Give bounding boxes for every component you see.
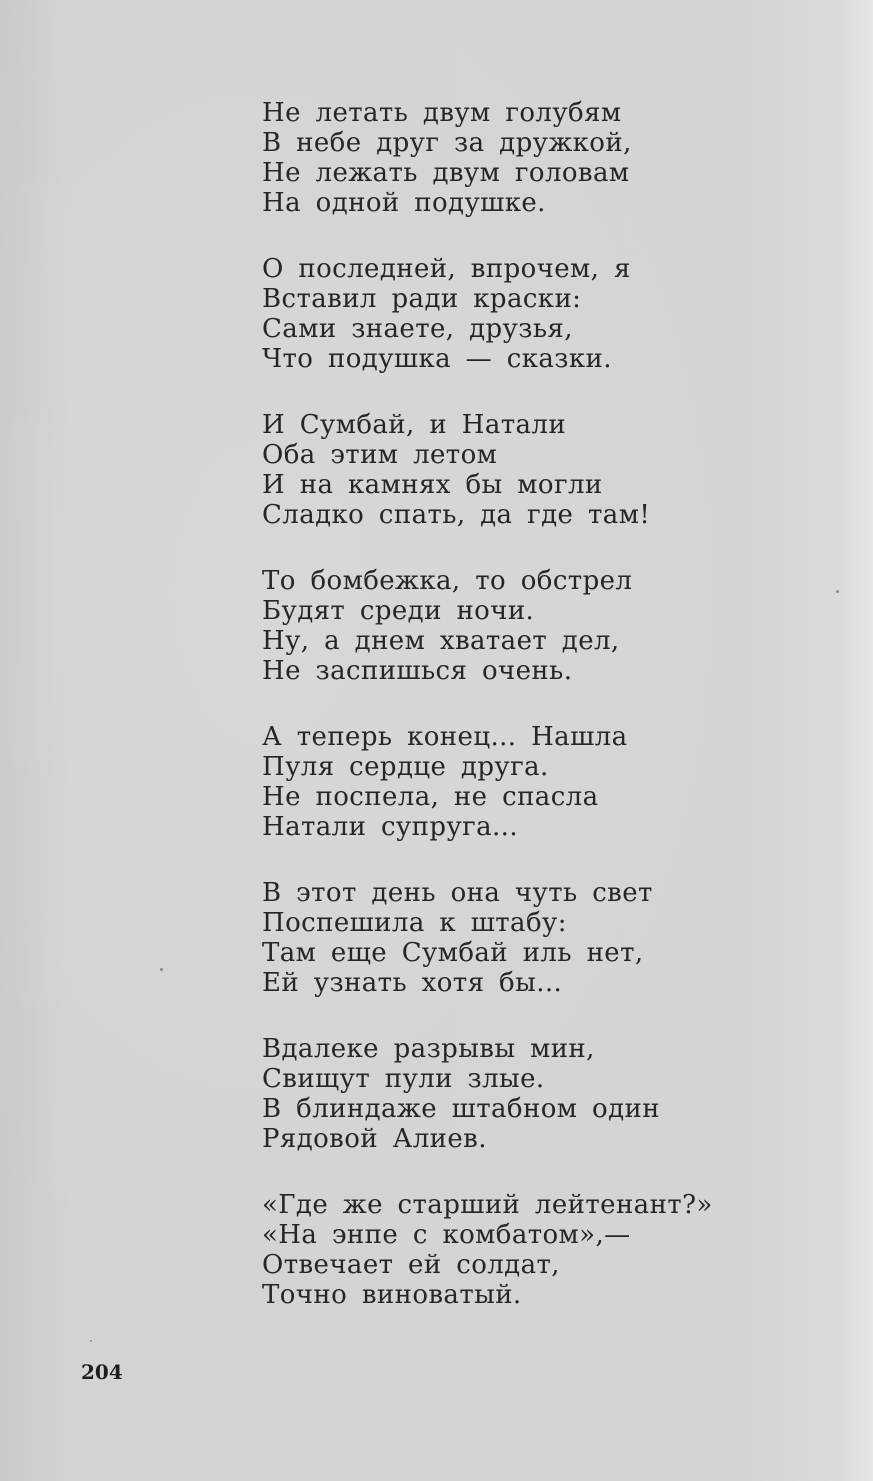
poem-line: То бомбежка, то обстрел (262, 566, 633, 596)
stanza-7 (262, 1034, 682, 1154)
poem-line: И на камнях бы могли (262, 470, 603, 500)
poem-line: О последней, впрочем, я (262, 254, 631, 284)
poem-line: Не летать двум голубям (262, 98, 622, 128)
poem-line: Что подушка — сказки. (262, 344, 612, 374)
poem-line: Пуля сердце друга. (262, 752, 549, 782)
poem-line: Натали супруга... (262, 812, 519, 842)
poem-line: Не заспишься очень. (262, 656, 573, 686)
stanza-8 (262, 1190, 713, 1310)
print-speck (836, 590, 839, 593)
poem-line: На одной подушке. (262, 188, 546, 218)
poem-line: В небе друг за дружкой, (262, 128, 632, 158)
page-number: 204 (81, 1360, 123, 1384)
print-speck (90, 1340, 92, 1342)
poem-line: Будят среди ночи. (262, 596, 535, 626)
poem-line: В этот день она чуть свет (262, 878, 653, 908)
poem-line: А теперь конец... Нашла (262, 722, 628, 752)
stanza-5 (262, 722, 682, 842)
stanza-1 (262, 98, 682, 218)
poem (262, 98, 713, 1346)
poem-line: Точно виноватый. (262, 1280, 522, 1310)
poem-line: Там еще Сумбай иль нет, (262, 938, 644, 968)
poem-line: Поспешила к штабу: (262, 908, 567, 938)
poem-line: Рядовой Алиев. (262, 1124, 487, 1154)
poem-line: Свищут пули злые. (262, 1064, 545, 1094)
poem-line: Оба этим летом (262, 440, 498, 470)
poem-line: Не лежать двум головам (262, 158, 630, 188)
poem-line: Ну, а днем хватает дел, (262, 626, 620, 656)
poem-line: И Сумбай, и Натали (262, 410, 567, 440)
poem-line: Ей узнать хотя бы... (262, 968, 563, 998)
print-speck (160, 968, 163, 971)
poem-line: «Где же старший лейтенант?» (262, 1190, 713, 1220)
stanza-6 (262, 878, 682, 998)
poem-line: Сладко спать, да где там! (262, 500, 651, 530)
poem-line: Не поспела, не спасла (262, 782, 599, 812)
stanza-3 (262, 410, 682, 530)
poem-line: Вставил ради краски: (262, 284, 582, 314)
poem-line: Отвечает ей солдат, (262, 1250, 560, 1280)
poem-line: Вдалеке разрывы мин, (262, 1034, 595, 1064)
poem-line: В блиндаже штабном один (262, 1094, 660, 1124)
poem-line: «На энпе с комбатом»,— (262, 1220, 631, 1250)
stanza-2 (262, 254, 682, 374)
poem-line: Сами знаете, друзья, (262, 314, 573, 344)
stanza-4 (262, 566, 682, 686)
